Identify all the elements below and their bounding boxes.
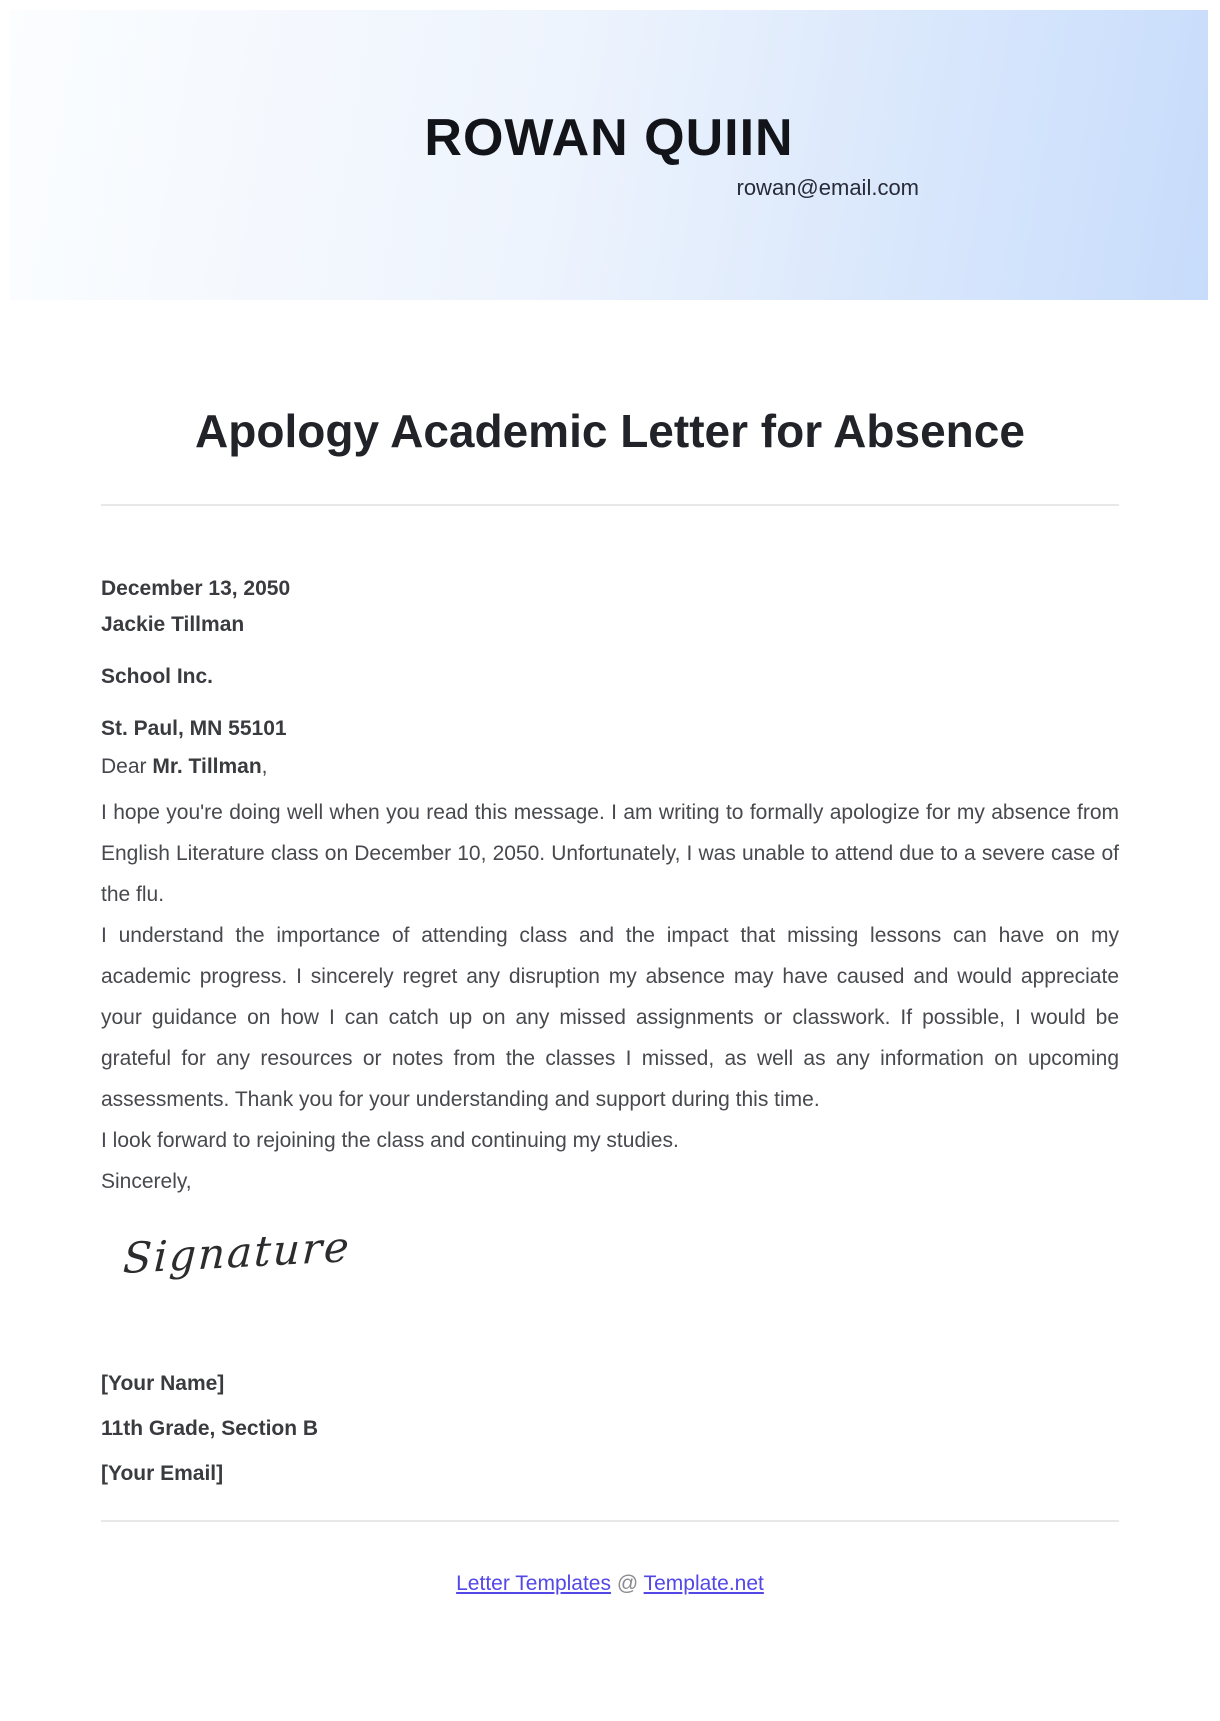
- letter-paragraph: I hope you're doing well when you read this message. I am writing to formally apologize for my absence from English Literature class on December 10, 2050. Unfortunately, I was unable to attend due to a severe case of the flu.: [101, 801, 1119, 906]
- letter-templates-link[interactable]: Letter Templates: [456, 1572, 611, 1595]
- salutation-recipient: Mr. Tillman: [152, 755, 262, 778]
- page-title: Apology Academic Letter for Absence: [195, 405, 1025, 457]
- signature-script: Signature: [121, 1221, 353, 1284]
- closing: Sincerely,: [101, 1170, 192, 1193]
- template-net-link[interactable]: Template.net: [643, 1572, 764, 1595]
- recipient-company: School Inc.: [101, 665, 214, 688]
- recipient-name: Jackie Tillman: [101, 613, 245, 636]
- footer-divider: [101, 1520, 1119, 1522]
- letter-body: [101, 576, 1119, 1496]
- recipient-address: St. Paul, MN 55101: [101, 717, 287, 740]
- title-divider: [101, 504, 1119, 506]
- letter-document: [0, 300, 1220, 1596]
- letterhead-inner: [299, 10, 919, 202]
- letter-date: December 13, 2050: [101, 577, 291, 600]
- letter-paragraph: I understand the importance of attending class and the impact that missing lessons can have on my academic progress. I sincerely regret any disruption my absence may have caused and would appreciate your guidance on how I can catch up on any missed assignments or classwork. If possible, I would be grateful for any resources or notes from the classes I missed, as well as any information on upcoming assessments. Thank you for your understanding and support during this time.: [101, 924, 1119, 1111]
- brand-name: ROWAN QUIIN: [424, 109, 794, 167]
- sender-email: [Your Email]: [101, 1462, 224, 1485]
- letterhead: [10, 10, 1208, 300]
- sender-grade: 11th Grade, Section B: [101, 1417, 319, 1440]
- footer: [101, 1572, 1119, 1596]
- sender-block: [101, 1361, 1119, 1496]
- footer-at-separator: @: [611, 1572, 644, 1595]
- salutation-prefix: Dear: [101, 755, 153, 778]
- salutation-suffix: ,: [261, 755, 268, 778]
- sender-name: [Your Name]: [101, 1372, 225, 1395]
- brand-email: rowan@email.com: [736, 175, 919, 200]
- letter-paragraph: I look forward to rejoining the class and continuing my studies.: [101, 1129, 679, 1152]
- salutation: [101, 754, 1119, 780]
